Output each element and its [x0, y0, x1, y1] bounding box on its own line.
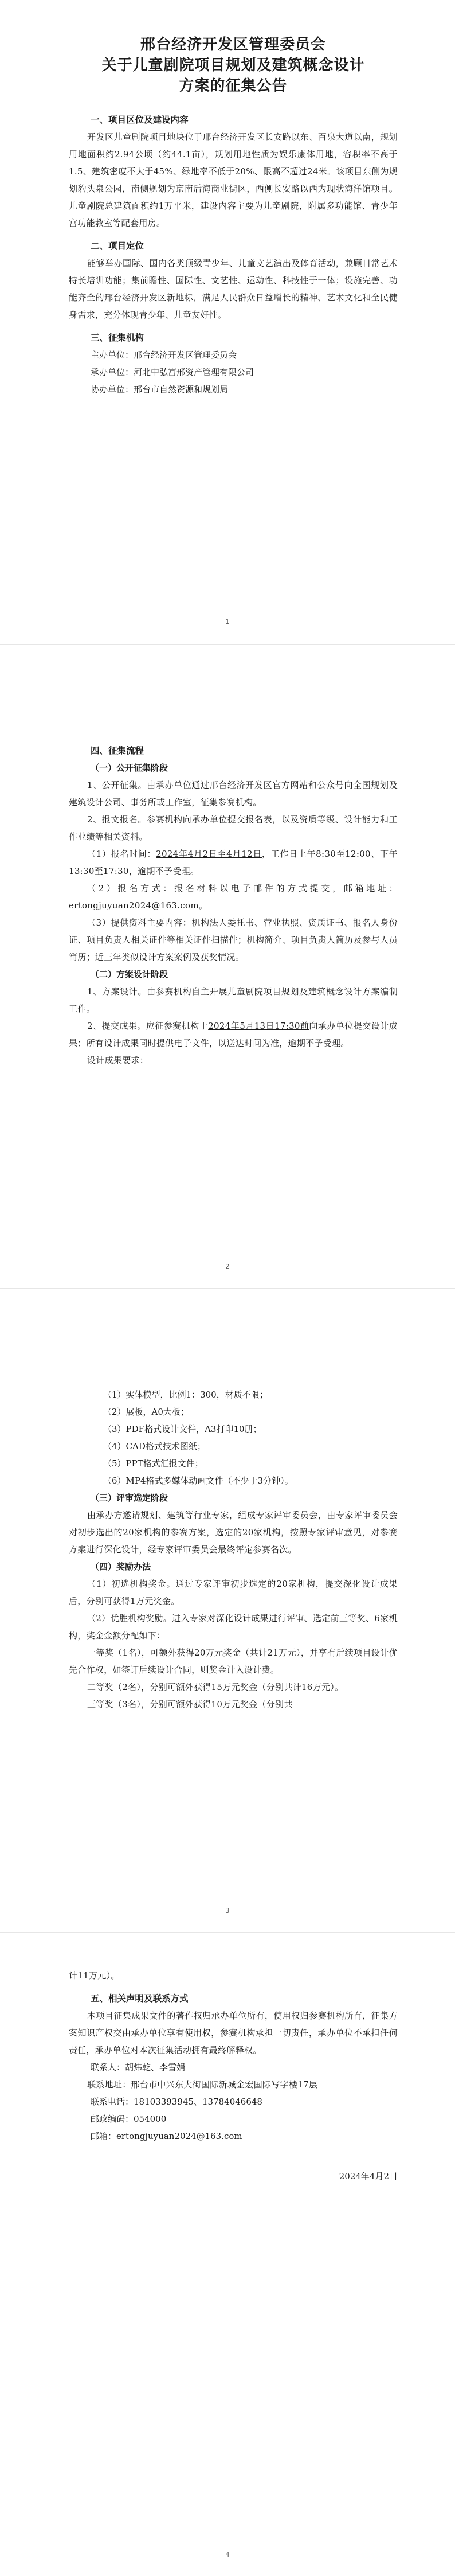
stage-2-paragraph-1: 1、方案设计。由参赛机构自主开展儿童剧院项目规划及建筑概念设计方案编制工作。 — [69, 986, 398, 1014]
section-3-heading: 三、征集机构 — [91, 333, 144, 343]
postal-code: 邮政编码：054000 — [91, 2114, 167, 2124]
stage-3-heading: （三）评审选定阶段 — [91, 1493, 168, 1503]
registration-time — [69, 845, 398, 880]
submission-before: 前 — [300, 1021, 309, 1031]
page-number: 1 — [225, 618, 230, 626]
deliverable-item: （3）PDF格式设计文件，A3打印10册； — [103, 1424, 262, 1434]
contact-address: 联系地址：邢台市中兴东大街国际新城金宏国际写字楼17层 — [87, 2079, 318, 2090]
section-5-paragraph: 本项目征集成果文件的著作权归承办单位所有，使用权归参赛机构所有，征集方案知识产权交由承办单位享有使用权，参赛机构承担一切责任，承办单位不承担任何责任，承办单位对本次征集活动拥有最终解释权。 — [69, 2011, 398, 2055]
submission-deadline — [69, 1017, 398, 1052]
organizer-unit: 承办单位：河北中弘富邢资产管理有限公司 — [91, 367, 254, 377]
winner-award: （2）优胜机构奖励。进入专家对深化设计成果进行评审、选定前三等奖、6家机构，奖金金额分配如下： — [69, 1613, 398, 1641]
host-unit: 主办单位：邢台经济开发区管理委员会 — [91, 350, 237, 360]
registration-time-label: （1）报名时间： — [87, 849, 156, 859]
page-2-content — [69, 742, 398, 1069]
second-prize: 二等奖（2名），分别可额外获得15万元奖金（分别共计16万元）。 — [87, 1682, 344, 1692]
page-number: 2 — [225, 1263, 230, 1270]
deliverable-item: （4）CAD格式技术图纸； — [103, 1441, 206, 1451]
doc-title-line-1: 邢台经济开发区管理委员会 — [140, 36, 326, 53]
stage-4-heading: （四）奖励办法 — [91, 1562, 151, 1572]
deliverable-item: （5）PPT格式汇报文件； — [103, 1458, 203, 1469]
deliverable-item: （6）MP4格式多媒体动画文件（不少于3分钟）。 — [103, 1476, 293, 1486]
third-prize: 三等奖（3名），分别可额外获得10万元奖金（分别共 — [87, 1699, 293, 1709]
registration-hours: ，工作日上午8:30至12:00、下午13:30至17:30，逾期不予受理。 — [69, 849, 398, 876]
page-1-content — [69, 34, 398, 398]
section-2-heading: 二、项目定位 — [91, 241, 144, 251]
doc-title-line-2: 关于儿童剧院项目规划及建筑概念设计 — [101, 57, 365, 74]
registration-dates: 2024年4月2日至4月12日 — [156, 849, 262, 859]
required-materials: （3）提供资料主要内容：机构法人委托书、营业执照、资质证书、报名人身份证、项目负责人相关证件等相关证件扫描件；机构简介、项目负责人简历及参与人员简历；近三年类似设计方案案例及获奖情况。 — [69, 918, 398, 962]
stage-1-paragraph-2: 2、报文报名。参赛机构向承办单位提交报名表，以及资质等级、设计能力和工作业绩等相关资料。 — [69, 814, 398, 842]
section-1-paragraph: 开发区儿童剧院项目地块位于邢台经济开发区长安路以东、百泉大道以南，规划用地面积约2.94公顷（约44.1亩），规划用地性质为娱乐康体用地，容积率不高于1.5、建筑密度不大于45%、绿地率不低于20%、限高不超过24米。该项目东侧为规划豹头泉公园，南侧规划为京南后海商业街区，西侧长安路以西为现状海洋馆项目。儿童剧院总建筑面积约1万平米，建设内容主要为儿童剧院，附属多功能馆、青少年宫功能教室等配套用房。 — [69, 132, 398, 228]
page-1 — [0, 0, 455, 644]
stage-1-paragraph-1: 1、公开征集。由承办单位通过邢台经济开发区官方网站和公众号向全国规划及建筑设计公司、事务所或工作室，征集参赛机构。 — [69, 780, 398, 807]
deliverable-item: （1）实体模型，比例1：300，材质不限； — [103, 1390, 268, 1400]
stage-1-heading: （一）公开征集阶段 — [91, 763, 168, 773]
section-5-heading: 五、相关声明及联系方式 — [91, 1993, 189, 2004]
issue-date: 2024年4月2日 — [339, 2171, 398, 2181]
contact-phone: 联系电话：18103393945、13784046648 — [91, 2097, 262, 2107]
section-2-paragraph: 能够举办国际、国内各类顶级青少年、儿童文艺演出及体育活动，兼顾日常艺术特长培训功能；集前瞻性、国际性、文艺性、运动性、科技性于一体；设施完善、功能齐全的邢台经济开发区新地标，满足人民群众日益增长的精神、艺术文化和全民健身需求，充分体现青少年、儿童友好性。 — [69, 258, 398, 320]
submission-label: 2、提交成果。应征参赛机构于 — [87, 1021, 209, 1031]
page-3-content — [69, 1386, 398, 1713]
section-4-heading: 四、征集流程 — [91, 746, 144, 756]
contact-email: 邮箱：ertongjuyuan2024@163.com — [91, 2131, 242, 2141]
deliverable-item: （2）展板，A0大板； — [103, 1407, 189, 1417]
submission-date: 2024年5月13日17:30 — [208, 1021, 300, 1031]
submission-detail: 向承办单位提交设计成果；所有设计成果同时提供电子文件，以送达时间为准，逾期不予受理。 — [69, 1021, 398, 1048]
page-2 — [0, 644, 455, 1288]
first-prize: 一等奖（1名），可额外获得20万元奖金（共计21万元），并享有后续项目设计优先合作权，如签订后续设计合同，则奖金计入设计费。 — [69, 1648, 398, 1675]
stage-3-paragraph: 由承办方邀请规划、建筑等行业专家，组成专家评审委员会，由专家评审委员会对初步选出的20家机构的参赛方案，选定的20家机构，按照专家评审意见，对参赛方案进行深化设计，经专家评审委员会最终评定参赛名次。 — [69, 1510, 398, 1555]
registration-method: （2）报名方式：报名材料以电子邮件的方式提交，邮箱地址：ertongjuyuan2024@163.com。 — [69, 883, 398, 911]
page-number: 4 — [225, 2551, 230, 2558]
stage-2-heading: （二）方案设计阶段 — [91, 969, 168, 979]
page-number: 3 — [225, 1907, 230, 1914]
third-prize-continued: 计11万元）。 — [69, 1970, 120, 1981]
section-1-heading: 一、项目区位及建设内容 — [91, 115, 189, 125]
doc-title-line-3: 方案的征集公告 — [179, 77, 288, 95]
contact-person: 联系人：胡炜乾、李雪娟 — [91, 2062, 186, 2072]
page-3 — [0, 1288, 455, 1932]
page-4-content — [69, 1967, 398, 2185]
deliverables-intro: 设计成果要求： — [87, 1055, 149, 1065]
initial-selection-award: （1）初选机构奖金。通过专家评审初步选定的20家机构，提交深化设计成果后，分别可获得1万元奖金。 — [69, 1579, 398, 1606]
page-4 — [0, 1932, 455, 2576]
co-organizer-unit: 协办单位：邢台市自然资源和规划局 — [91, 384, 229, 395]
